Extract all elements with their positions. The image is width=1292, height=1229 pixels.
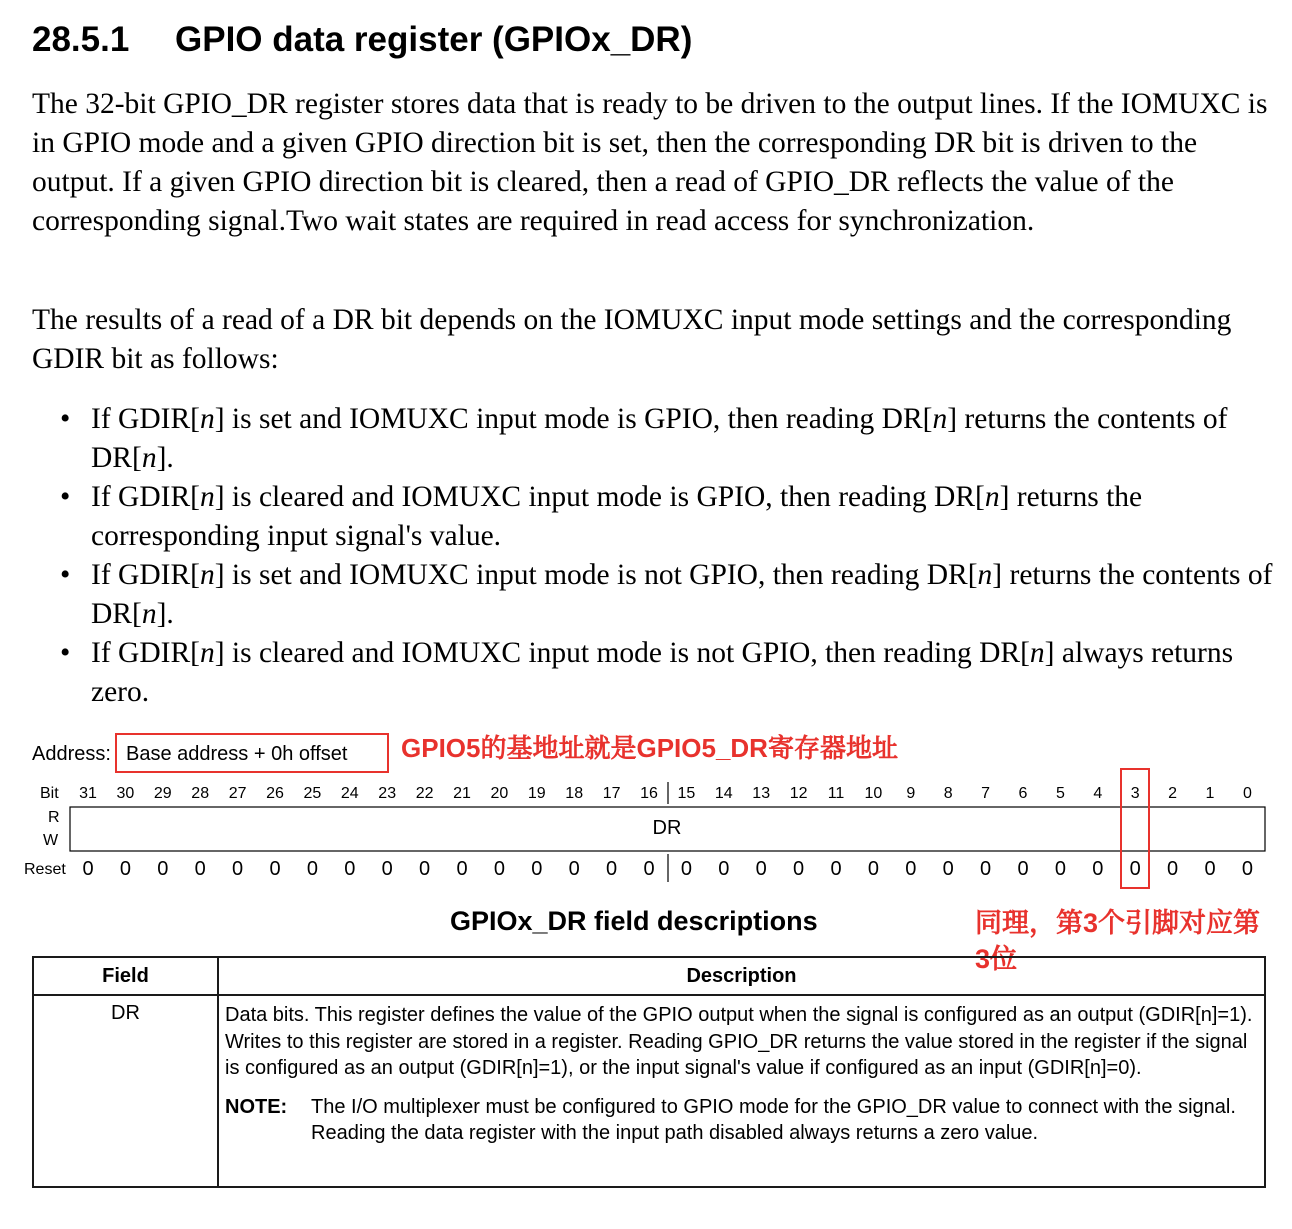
note bbox=[225, 1094, 1256, 1147]
bit-number: 16 bbox=[640, 785, 658, 802]
bit-number: 5 bbox=[1055, 785, 1065, 802]
bit-number: 20 bbox=[490, 785, 509, 802]
bit-number: 26 bbox=[266, 785, 284, 802]
bit3-highlight-box bbox=[1120, 768, 1150, 889]
reset-value: 0 bbox=[381, 858, 393, 880]
list-item: • If GDIR[n] is set and IOMUXC input mode is GPIO, then reading DR[n] returns the contents of DR[n]. bbox=[60, 400, 1275, 478]
reset-value: 0 bbox=[1054, 858, 1066, 880]
read-results-paragraph: The results of a read of a DR bit depends on the IOMUXC input mode settings and the corresponding GDIR bit as follows: bbox=[32, 304, 1232, 375]
bit-number: 2 bbox=[1168, 785, 1178, 802]
reset-value: 0 bbox=[905, 858, 917, 880]
reset-value: 0 bbox=[157, 858, 169, 880]
bit-number: 22 bbox=[415, 785, 434, 802]
column-header-field: Field bbox=[33, 957, 218, 995]
address-label: Address: bbox=[32, 743, 111, 765]
bit-number: 19 bbox=[527, 785, 546, 802]
bit-number: 15 bbox=[677, 785, 696, 802]
section-heading bbox=[32, 20, 692, 60]
description-text: Data bits. This register defines the value of the GPIO output when the signal is configured as an output (GDIR[n]=1). Writes to this register are stored in a register. Reading GPIO_DR returns the value stored in the register if the signal is configured as an output (GDIR[n]=1), or the input signal's value if configured as an input (GDIR[n]=0). bbox=[225, 1004, 1253, 1079]
bit-number: 17 bbox=[602, 785, 621, 802]
reset-value: 0 bbox=[718, 858, 730, 880]
reset-value: 0 bbox=[456, 858, 468, 880]
list-item: • If GDIR[n] is set and IOMUXC input mode is not GPIO, then reading DR[n] returns the contents of DR[n]. bbox=[60, 556, 1275, 634]
reset-value: 0 bbox=[980, 858, 992, 880]
bit-number: 3 bbox=[1130, 785, 1140, 802]
reset-value: 0 bbox=[232, 858, 244, 880]
bit-number: 10 bbox=[864, 785, 883, 802]
reset-value: 0 bbox=[942, 858, 954, 880]
bit-number: 7 bbox=[981, 785, 991, 802]
bit-number: 1 bbox=[1205, 785, 1215, 802]
reset-value: 0 bbox=[643, 858, 655, 880]
reset-value: 0 bbox=[1017, 858, 1029, 880]
bit-number: 11 bbox=[827, 785, 845, 802]
bit-label: Bit bbox=[40, 785, 59, 802]
reset-value: 0 bbox=[793, 858, 805, 880]
column-header-description: Description bbox=[218, 957, 1265, 995]
reset-value: 0 bbox=[194, 858, 206, 880]
bit-number: 0 bbox=[1242, 785, 1252, 802]
reset-value: 0 bbox=[82, 858, 94, 880]
base-address-annotation: GPIO5的基地址就是GPIO5_DR寄存器地址 bbox=[401, 733, 898, 763]
table-row bbox=[33, 995, 1265, 1187]
bit-number: 21 bbox=[453, 785, 471, 802]
bit-number: 31 bbox=[79, 785, 97, 802]
bit-number: 9 bbox=[906, 785, 916, 802]
bit-number: 24 bbox=[340, 785, 359, 802]
section-number: 28.5.1 bbox=[32, 20, 130, 59]
bit-number: 23 bbox=[378, 785, 397, 802]
bit-number: 13 bbox=[752, 785, 771, 802]
reset-label: Reset bbox=[24, 861, 66, 878]
register-field-name: DR bbox=[652, 817, 682, 839]
read-rules-list bbox=[60, 400, 1275, 712]
read-label: R bbox=[48, 809, 60, 826]
table-header-row bbox=[33, 957, 1265, 995]
reset-value: 0 bbox=[1204, 858, 1216, 880]
bit-number: 8 bbox=[943, 785, 953, 802]
bullet-icon: • bbox=[60, 637, 71, 669]
intro-paragraph: The 32-bit GPIO_DR register stores data that is ready to be driven to the output lines. If the IOMUXC is in GPIO mode and a given GPIO direction bit is set, then the corresponding DR bit is driven to the output. If a given GPIO direction bit is cleared, then a read of GPIO_DR reflects the value of the corresponding signal.Two wait states are required in read access for synchronization. bbox=[32, 88, 1268, 237]
reset-value: 0 bbox=[344, 858, 356, 880]
bullet-icon: • bbox=[60, 559, 71, 591]
reset-value: 0 bbox=[755, 858, 767, 880]
field-cell: DR bbox=[33, 995, 218, 1187]
register-bit-diagram bbox=[0, 760, 1292, 900]
section-title: GPIO data register (GPIOx_DR) bbox=[175, 20, 693, 59]
bullet-icon: • bbox=[60, 403, 71, 435]
reset-value: 0 bbox=[867, 858, 879, 880]
note-label: NOTE: bbox=[225, 1095, 288, 1118]
reset-value: 0 bbox=[306, 858, 318, 880]
reset-value: 0 bbox=[493, 858, 505, 880]
bit-number: 27 bbox=[228, 785, 247, 802]
write-label: W bbox=[43, 832, 59, 849]
reset-value: 0 bbox=[606, 858, 618, 880]
reset-value: 0 bbox=[568, 858, 580, 880]
reset-value: 0 bbox=[1241, 858, 1253, 880]
reset-value: 0 bbox=[1167, 858, 1179, 880]
reset-value: 0 bbox=[531, 858, 543, 880]
bit-number: 14 bbox=[714, 785, 733, 802]
table-title: GPIOx_DR field descriptions bbox=[450, 906, 818, 936]
bit-numbers bbox=[79, 785, 1252, 802]
field-description-table bbox=[32, 956, 1266, 1188]
reset-value: 0 bbox=[119, 858, 131, 880]
reset-value: 0 bbox=[680, 858, 692, 880]
address-value: Base address + 0h offset bbox=[126, 743, 348, 765]
bit-number: 4 bbox=[1093, 785, 1103, 802]
bit-number: 29 bbox=[153, 785, 172, 802]
reset-value: 0 bbox=[1129, 858, 1141, 880]
list-item: • If GDIR[n] is cleared and IOMUXC input mode is not GPIO, then reading DR[n] always returns zero. bbox=[60, 634, 1275, 712]
reset-value: 0 bbox=[269, 858, 281, 880]
bit-number: 30 bbox=[116, 785, 135, 802]
bit-number: 25 bbox=[303, 785, 322, 802]
bit3-annotation: 同理，第3个引脚对应第3位 bbox=[975, 908, 1261, 974]
bit-number: 12 bbox=[789, 785, 808, 802]
reset-value: 0 bbox=[830, 858, 842, 880]
bit-number: 18 bbox=[565, 785, 584, 802]
reset-value: 0 bbox=[1092, 858, 1104, 880]
reset-value: 0 bbox=[419, 858, 431, 880]
bit-number: 6 bbox=[1018, 785, 1028, 802]
bullet-icon: • bbox=[60, 481, 71, 513]
note-text: The I/O multiplexer must be configured to GPIO mode for the GPIO_DR value to connect with the signal. Reading the data register with the input path disabled always returns a zero value. bbox=[311, 1095, 1236, 1144]
description-cell bbox=[218, 995, 1265, 1187]
bit-number: 28 bbox=[191, 785, 210, 802]
list-item: • If GDIR[n] is cleared and IOMUXC input mode is GPIO, then reading DR[n] returns the corresponding input signal's value. bbox=[60, 478, 1275, 556]
